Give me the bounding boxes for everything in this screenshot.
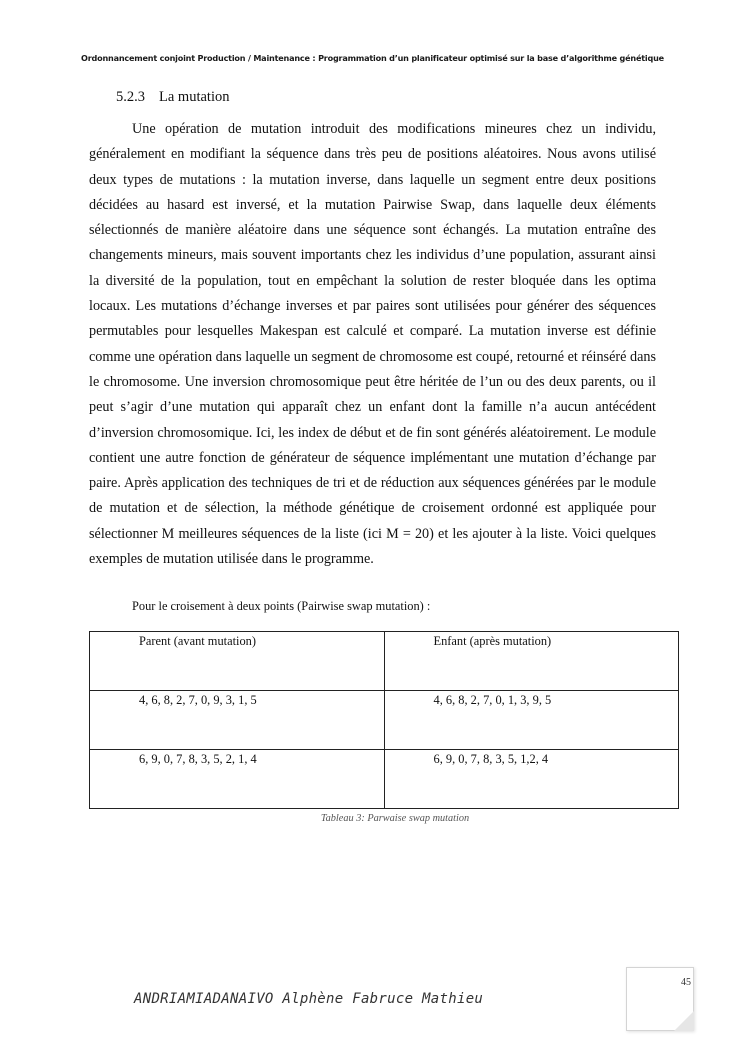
section-title: La mutation: [159, 89, 230, 105]
table-caption: Tableau 3: Parwaise swap mutation: [320, 813, 470, 824]
table-cell: [90, 750, 385, 809]
parent-sequence: 6, 9, 0, 7, 8, 3, 5, 2, 1, 4: [139, 752, 257, 766]
mutation-table: [89, 631, 679, 809]
table-row: [90, 750, 679, 809]
table-header-row: [90, 632, 679, 691]
table-header-cell: [384, 632, 679, 691]
author-name: ANDRIAMIADANAIVO Alphène Fabruce Mathieu: [134, 991, 484, 1007]
parent-sequence: 4, 6, 8, 2, 7, 0, 9, 3, 1, 5: [139, 693, 257, 707]
header-parent: Parent (avant mutation): [139, 634, 256, 648]
section-heading: [116, 89, 229, 106]
child-sequence: 6, 9, 0, 7, 8, 3, 5, 1,2, 4: [433, 752, 549, 766]
table-row: [90, 691, 679, 750]
body-paragraph: Une opération de mutation introduit des modifications mineures chez un individu, généralement en modifiant la séquence dans très peu de positions aléatoires. Nous avons utilisé deux types de mutations : la mutation inverse, dans laquelle un segment entre deux positions décidées au hasard est inversé, et la mutation Pairwise Swap, dans laquelle deux éléments sélectionnés de manière aléatoire dans une séquence sont échangés. La mutation entraîne des changements mineurs, mais souvent importants chez les individus d’une population, assurant ainsi la diversité de la population, tout en empêchant la solution de rester bloquée dans les optima locaux. Les mutations d’échange inverses et par paires sont utilisées pour générer des séquences permutables pour lesquelles Makespan est calculé et comparé. La mutation inverse est définie comme une opération dans laquelle un segment de chromosome est coupé, retourné et réinséré dans le chromosome. Une inversion chromosomique peut être héritée de l’un ou des deux parents, ou il peut s’agir d’une mutation qui apparaît chez un enfant dont la famille n’a aucun antécédent d’inversion chromosomique. Ici, les index de début et de fin sont générés aléatoirement. Le module contient une autre fonction de générateur de séquence implémentant une mutation d’échange par paire. Après application des techniques de tri et de réduction aux séquences générées par le module de mutation et de sélection, la méthode génétique de croisement ordonné est appliquée pour sélectionner M meilleures séquences de la liste (ici M = 20) et les ajouter à la liste. Voici quelques exemples de mutation utilisée dans le programme.: [89, 121, 656, 568]
page-curl-decoration: [674, 1011, 694, 1031]
section-number: 5.2.3: [116, 89, 145, 105]
table-header-cell: [90, 632, 385, 691]
table-cell: [384, 691, 679, 750]
table-cell: [90, 691, 385, 750]
page-number-box: [626, 967, 694, 1031]
table-intro: Pour le croisement à deux points (Pairwise swap mutation) :: [132, 599, 431, 613]
child-sequence: 4, 6, 8, 2, 7, 0, 1, 3, 9, 5: [433, 693, 552, 707]
running-header: Ordonnancement conjoint Production / Maintenance : Programmation d’un planificateur optimisé sur la base d’algorithme génétique: [81, 53, 664, 63]
page-number: 45: [681, 977, 691, 988]
table-cell: [384, 750, 679, 809]
header-child: Enfant (après mutation): [433, 634, 552, 648]
